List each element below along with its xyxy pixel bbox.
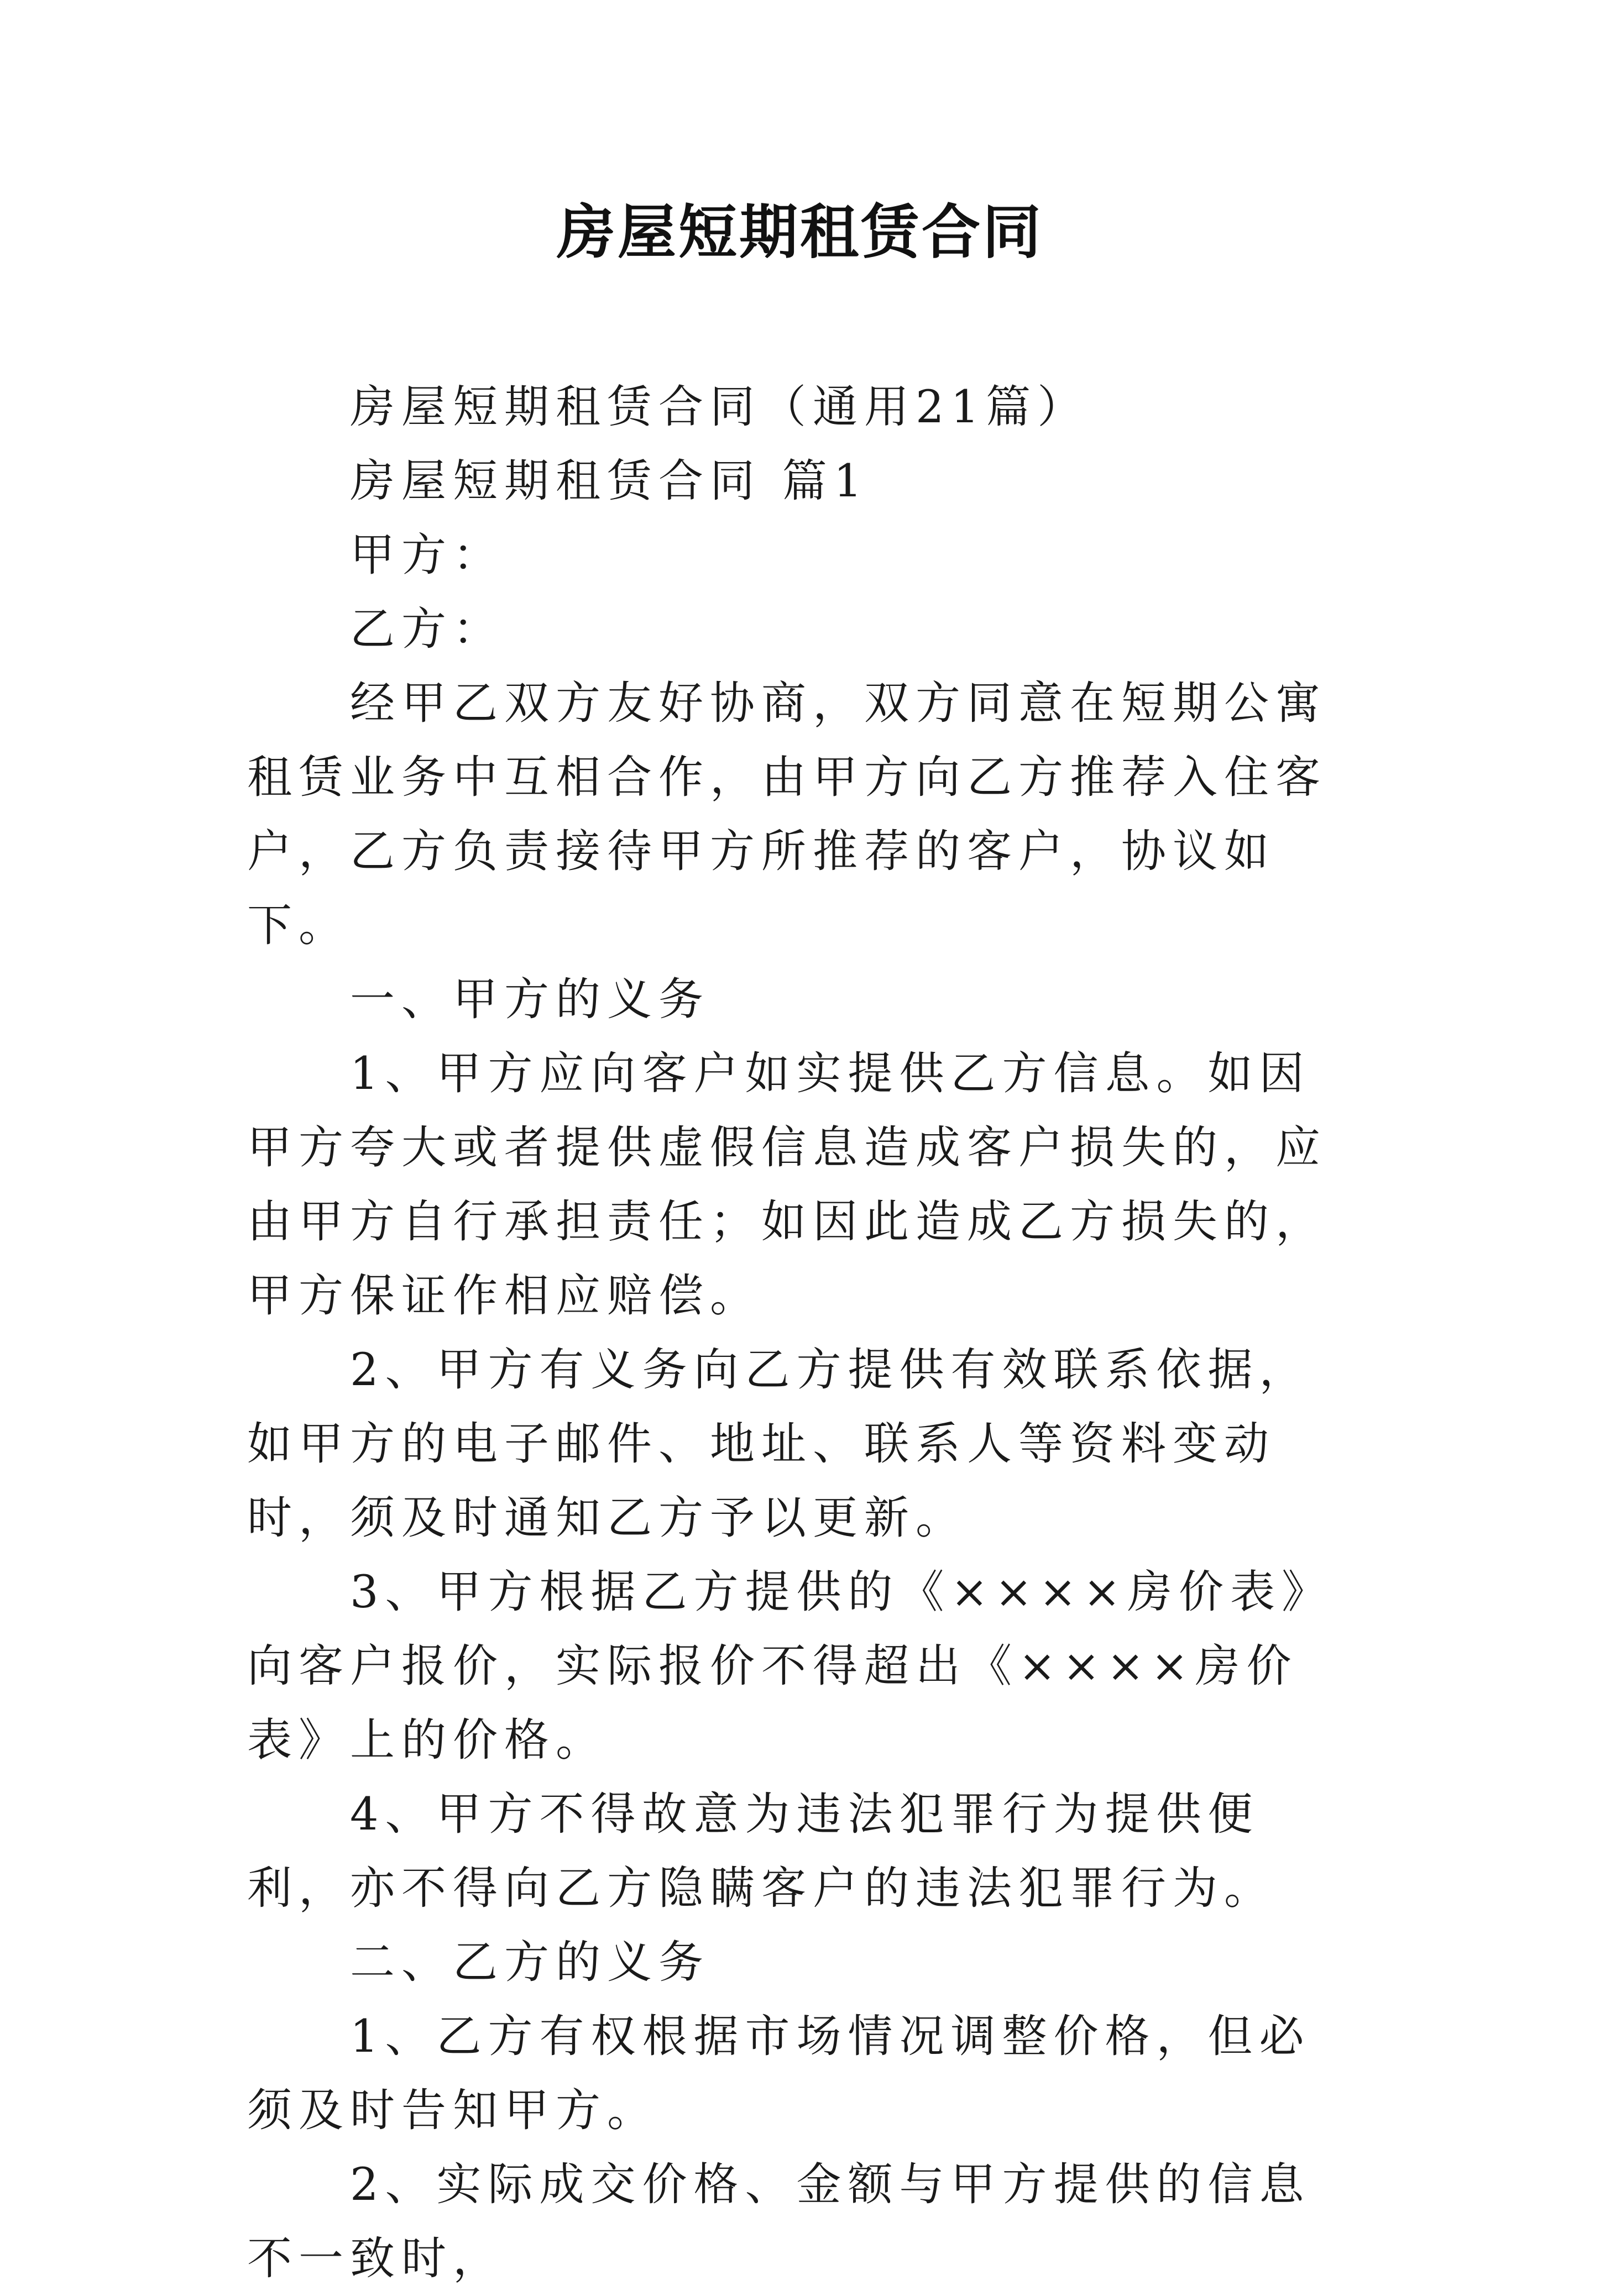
clause-paragraph: 2、甲方有义务向乙方提供有效联系依据，如甲方的电子邮件、地址、联系人等资料变动时，须及时通知乙方予以更新。 bbox=[247, 1344, 1311, 1544]
clause-paragraph: 3、甲方根据乙方提供的《××××房价表》向客户报价，实际报价不得超出《××××房价表》上的价格。 bbox=[247, 1566, 1334, 1766]
clause-paragraph: 1、甲方应向客户如实提供乙方信息。如因甲方夸大或者提供虚假信息造成客户损失的，应由甲方自行承担责任；如因此造成乙方损失的，甲方保证作相应赔偿。 bbox=[247, 1048, 1327, 1322]
clause-heading-2: 二、乙方的义务 bbox=[350, 1937, 710, 1989]
document-title: 房屋短期租赁合同 bbox=[557, 197, 1043, 266]
document-body bbox=[247, 370, 1352, 2296]
preamble-paragraph: 经甲乙双方友好协商，双方同意在短期公寓租赁业务中互相合作，由甲方向乙方推荐入住客户，乙方负责接待甲方所推荐的客户，协议如下。 bbox=[247, 678, 1327, 952]
clause-paragraph: 2、实际成交价格、金额与甲方提供的信息不一致时， bbox=[247, 2159, 1311, 2285]
clause-paragraph: 4、甲方不得故意为违法犯罪行为提供便利，亦不得向乙方隐瞒客户的违法犯罪行为。 bbox=[247, 1789, 1276, 1915]
clause-heading-1: 一、甲方的义务 bbox=[350, 974, 710, 1026]
clause-paragraph: 1、乙方有权根据市场情况调整价格，但必须及时告知甲方。 bbox=[247, 2011, 1311, 2137]
subtitle-paragraph: 房屋短期租赁合同（通用21篇） bbox=[350, 381, 1089, 433]
section-heading-paragraph: 房屋短期租赁合同 篇1 bbox=[350, 455, 869, 507]
party-a-line: 甲方： bbox=[350, 530, 505, 581]
party-b-line: 乙方： bbox=[350, 604, 505, 656]
